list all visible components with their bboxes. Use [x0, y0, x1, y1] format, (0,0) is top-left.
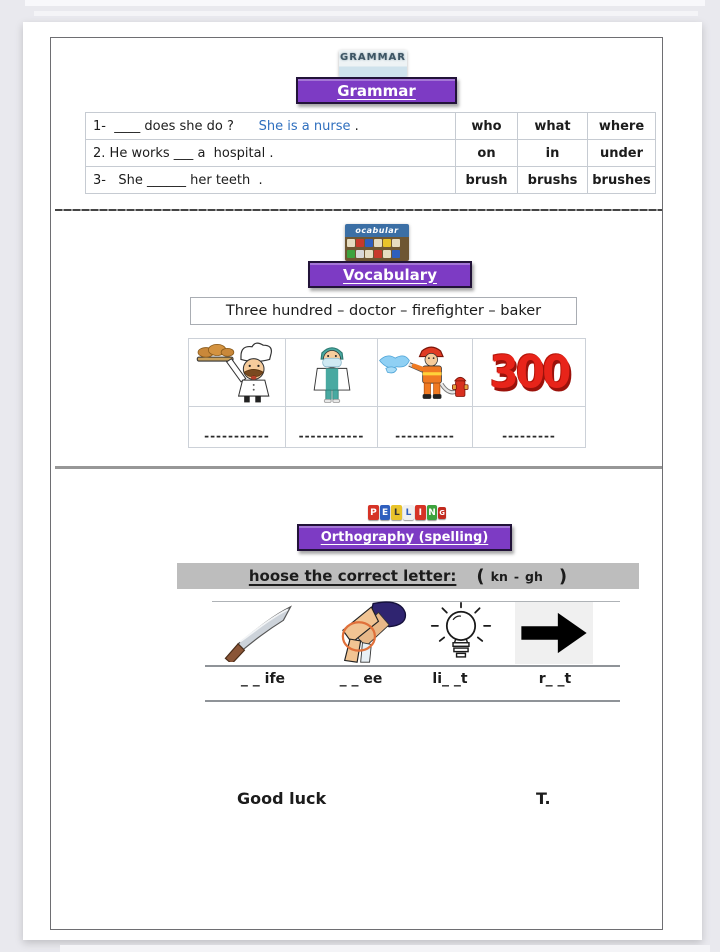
vocab-answer-blank: -----------: [189, 407, 285, 447]
vocab-answer-blank: -----------: [286, 407, 377, 447]
next-page-edge: [60, 945, 710, 952]
spelling-table-bottom-line: [205, 700, 620, 702]
question-text: He works ___ a hospital: [105, 145, 270, 161]
question-period: .: [258, 172, 263, 188]
choice-kn: kn: [490, 568, 508, 584]
question-number: 2.: [93, 145, 106, 161]
spelling-blank-right: r_ _t: [538, 671, 572, 687]
previous-page-edge-2: [34, 11, 698, 16]
vocabulary-thumb-text: ocabular: [345, 224, 409, 237]
question-answer-highlight: She is a nurse: [258, 118, 351, 134]
previous-page-edge: [25, 0, 705, 6]
vocabulary-section-banner: [308, 261, 472, 288]
question-text: She ______ her teeth: [105, 172, 259, 188]
option-cell: who: [456, 113, 517, 139]
spelling-blank-knee: _ _ ee: [339, 671, 383, 687]
option-cell: on: [456, 140, 517, 166]
vocab-answer-blank: ---------: [473, 407, 585, 447]
letter-cube: L: [403, 505, 414, 520]
option-cell: brush: [456, 167, 517, 193]
spelling-instruction-bar: [177, 563, 639, 589]
section-divider-line-2: [55, 466, 662, 469]
question-period: .: [350, 118, 359, 134]
open-paren: (: [476, 565, 485, 587]
letter-cube: N: [427, 505, 438, 520]
letter-cube: E: [380, 505, 391, 520]
number-300-image: [473, 339, 585, 406]
vocabulary-scrabble-image: [345, 224, 409, 261]
spelling-banner-label: Orthography (spelling): [320, 530, 489, 545]
letter-cube: L: [391, 505, 402, 520]
letter-cube: I: [415, 505, 426, 520]
vocabulary-banner-label: Vocabulary: [343, 265, 437, 284]
grammar-question-table: [85, 112, 656, 194]
question-number: 1-: [93, 118, 106, 134]
right-arrow-image: [515, 602, 593, 664]
letter-cube: P: [368, 505, 379, 520]
question-text: ____ does she do ?: [105, 118, 259, 134]
vocab-answer-blank: ----------: [378, 407, 472, 447]
grammar-thumb-text: GRAMMAR: [340, 52, 406, 63]
firefighter-image: [378, 339, 472, 406]
knee-image: [320, 600, 412, 664]
scrabble-tiles: [345, 237, 409, 261]
spelling-blank-light: li_ _t: [432, 671, 468, 687]
choice-gh: gh: [525, 568, 543, 584]
knife-image: [218, 604, 298, 662]
good-luck-text: Good luck: [237, 789, 327, 808]
close-paren: ): [558, 565, 568, 587]
option-cell: what: [518, 113, 587, 139]
option-cell: brushes: [588, 167, 655, 193]
letter-cube: G: [439, 508, 446, 517]
option-cell: brushs: [518, 167, 587, 193]
number-300-text: 300: [489, 346, 569, 399]
section-divider-line: [55, 209, 662, 211]
option-cell: where: [588, 113, 655, 139]
light-bulb-image: [428, 602, 494, 664]
word-bank-text: Three hundred – doctor – firefighter – baker: [225, 303, 542, 319]
instruction-text: hoose the correct letter:: [248, 567, 457, 585]
teacher-initial: T.: [536, 789, 551, 808]
option-cell: in: [518, 140, 587, 166]
grammar-scrabble-image: [339, 50, 407, 77]
spelling-table-mid-line: [205, 665, 620, 667]
option-cell: under: [588, 140, 655, 166]
spelling-section-banner: [297, 524, 512, 551]
grammar-question-1: [86, 113, 455, 139]
spelling-blocks-image: [368, 503, 446, 522]
doctor-image: [286, 339, 377, 406]
grammar-question-3: [86, 167, 455, 193]
baker-image: [189, 339, 285, 406]
vocabulary-picture-table: [188, 338, 586, 448]
question-number: 3-: [93, 172, 106, 188]
spelling-blank-knife: _ _ ife: [240, 671, 286, 687]
vocabulary-word-bank: [190, 297, 577, 325]
question-period: .: [269, 145, 274, 161]
choice-separator: -: [513, 568, 520, 584]
grammar-question-2: [86, 140, 455, 166]
grammar-section-banner: [296, 77, 457, 104]
grammar-banner-label: Grammar: [337, 81, 416, 100]
